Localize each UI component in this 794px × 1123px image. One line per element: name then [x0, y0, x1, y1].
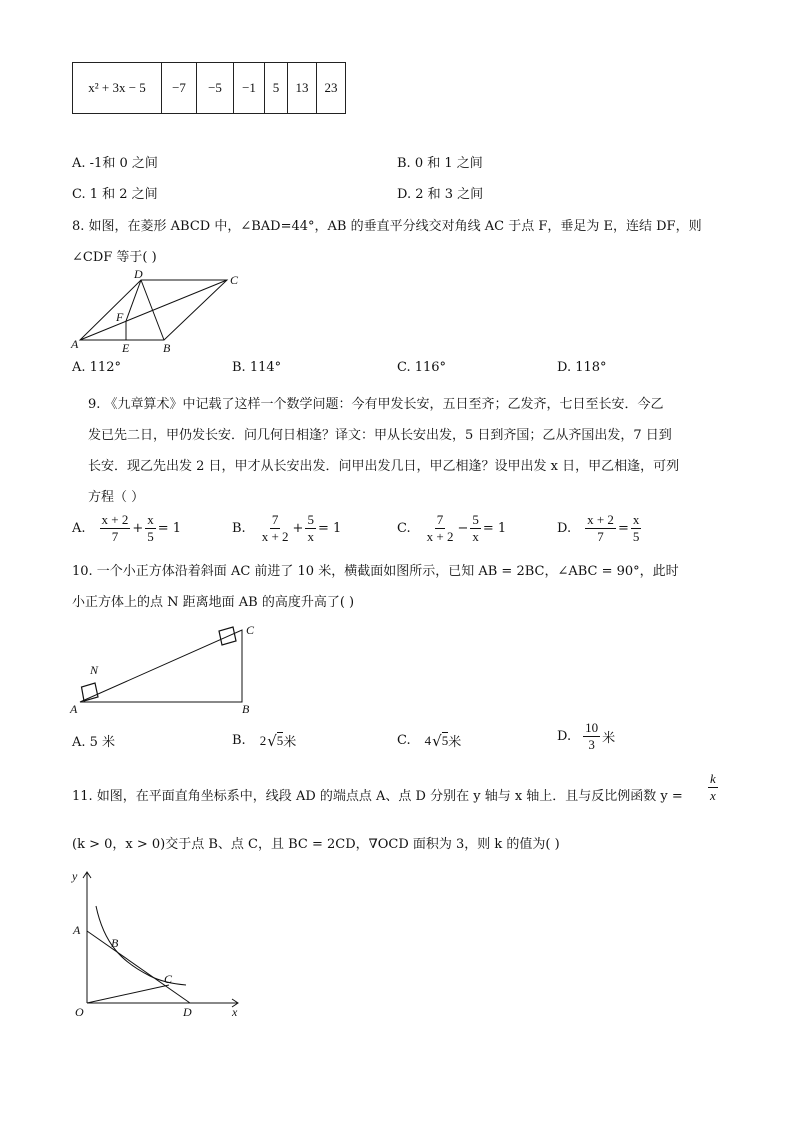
q10-option-c: C. 4 √ 5 米	[397, 731, 462, 750]
q9-stem-line3: 长安．现乙先出发 2 日，甲才从长安出发．问甲出发几日，甲乙相逢？设甲出发 x 日，甲乙相逢，可列	[88, 459, 680, 474]
label-b: B	[163, 341, 171, 355]
label-c: C	[230, 273, 239, 287]
q8-option-c: C. 116°	[397, 360, 447, 375]
table-cell: −1	[234, 63, 265, 114]
q8-option-a: A. 112°	[72, 360, 121, 375]
q10-option-a: A. 5 米	[72, 735, 116, 750]
hyperbola-curve	[96, 906, 186, 985]
label-a: A	[71, 337, 79, 351]
q9-stem-line4: 方程（ ）	[88, 490, 145, 505]
slope-triangle	[80, 630, 242, 702]
label-c: C	[164, 972, 173, 986]
label-b: B	[242, 702, 250, 716]
table-cell: −5	[197, 63, 234, 114]
q10-option-b: B. 2 √ 5 米	[232, 731, 297, 750]
q7-option-b: B. 0 和 1 之间	[397, 156, 483, 171]
label-a: A	[73, 923, 81, 937]
q11-stem-line1: 11. 如图，在平面直角坐标系中，线段 AD 的端点点 A、点 D 分别在 y 轴与 x 轴上．且与反比例函数 y =	[72, 789, 683, 804]
table-cell: 23	[317, 63, 346, 114]
table-cell: 13	[288, 63, 317, 114]
coordinate-figure	[66, 866, 256, 1026]
table-cell: x² + 3x − 5	[73, 63, 162, 114]
q7-option-c: C. 1 和 2 之间	[72, 187, 158, 202]
label-n: N	[90, 663, 99, 677]
q9-option-b: B. $\frac{7}{x + 2}$ + $\frac{5}{x}$ = 1	[232, 512, 342, 544]
q8-option-b: B. 114°	[232, 360, 282, 375]
label-c: C	[246, 623, 255, 637]
table-cell: 5	[265, 63, 288, 114]
label-o: O	[75, 1005, 84, 1019]
q11-fraction-k-over-x: $\frac{k}{x}$	[710, 771, 716, 803]
label-a: A	[70, 702, 78, 716]
diagonal-bd	[141, 280, 164, 340]
table-cell: −7	[162, 63, 197, 114]
label-b: B	[111, 936, 119, 950]
q7-option-d: D. 2 和 3 之间	[397, 187, 484, 202]
rhombus-figure	[70, 268, 250, 356]
label-f: F	[116, 310, 124, 324]
q9-option-c: C. $\frac{7}{x + 2}$ − $\frac{5}{x}$ = 1	[397, 512, 507, 544]
small-cube-bottom	[82, 683, 99, 701]
q8-stem-line1: 8. 如图，在菱形 ABCD 中，∠BAD=44°，AB 的垂直平分线交对角线 AC 于点 F，垂足为 E，连结 DF，则	[72, 219, 702, 234]
q9-stem-line2: 发已先二日，甲仍发长安．问几何日相逢？译文：甲从长安出发，5 日到齐国；乙从齐国出发，7 日到	[88, 428, 672, 443]
segment-oc	[87, 985, 169, 1003]
q10-stem-line1: 10. 一个小正方体沿着斜面 AC 前进了 10 米，横截面如图所示，已知 AB = 2BC，∠ABC = 90°，此时	[72, 564, 679, 579]
q8-stem-line2: ∠CDF 等于( )	[72, 250, 157, 265]
label-e: E	[122, 341, 130, 355]
q9-option-d: D. $\frac{x + 2}{7}$ = $\frac{x}{5}$	[557, 512, 640, 544]
label-d: D	[134, 268, 143, 281]
diagonal-ac	[80, 280, 227, 340]
q10-option-d: D. $\frac{10}{3}$ 米	[557, 720, 616, 752]
value-table	[72, 62, 346, 114]
segment-df	[126, 280, 141, 321]
slope-figure	[68, 612, 268, 718]
q10-stem-line2: 小正方体上的点 N 距离地面 AB 的高度升高了( )	[72, 595, 355, 610]
q11-stem-line2: (k > 0，x > 0)交于点 B、点 C，且 BC = 2CD，∇OCD 面积为 3，则 k 的值为( )	[72, 837, 560, 852]
label-x: x	[232, 1005, 238, 1019]
q9-option-a: A. $\frac{x + 2}{7}$ + $\frac{x}{5}$ = 1	[72, 512, 182, 544]
q7-option-a: A. -1和 0 之间	[72, 156, 158, 171]
label-y: y	[72, 869, 78, 883]
q9-stem-line1: 9. 《九章算术》中记载了这样一个数学问题：今有甲发长安，五日至齐；乙发齐，七日至长安．今乙	[88, 397, 664, 412]
label-d: D	[183, 1005, 192, 1019]
q8-option-d: D. 118°	[557, 360, 607, 375]
